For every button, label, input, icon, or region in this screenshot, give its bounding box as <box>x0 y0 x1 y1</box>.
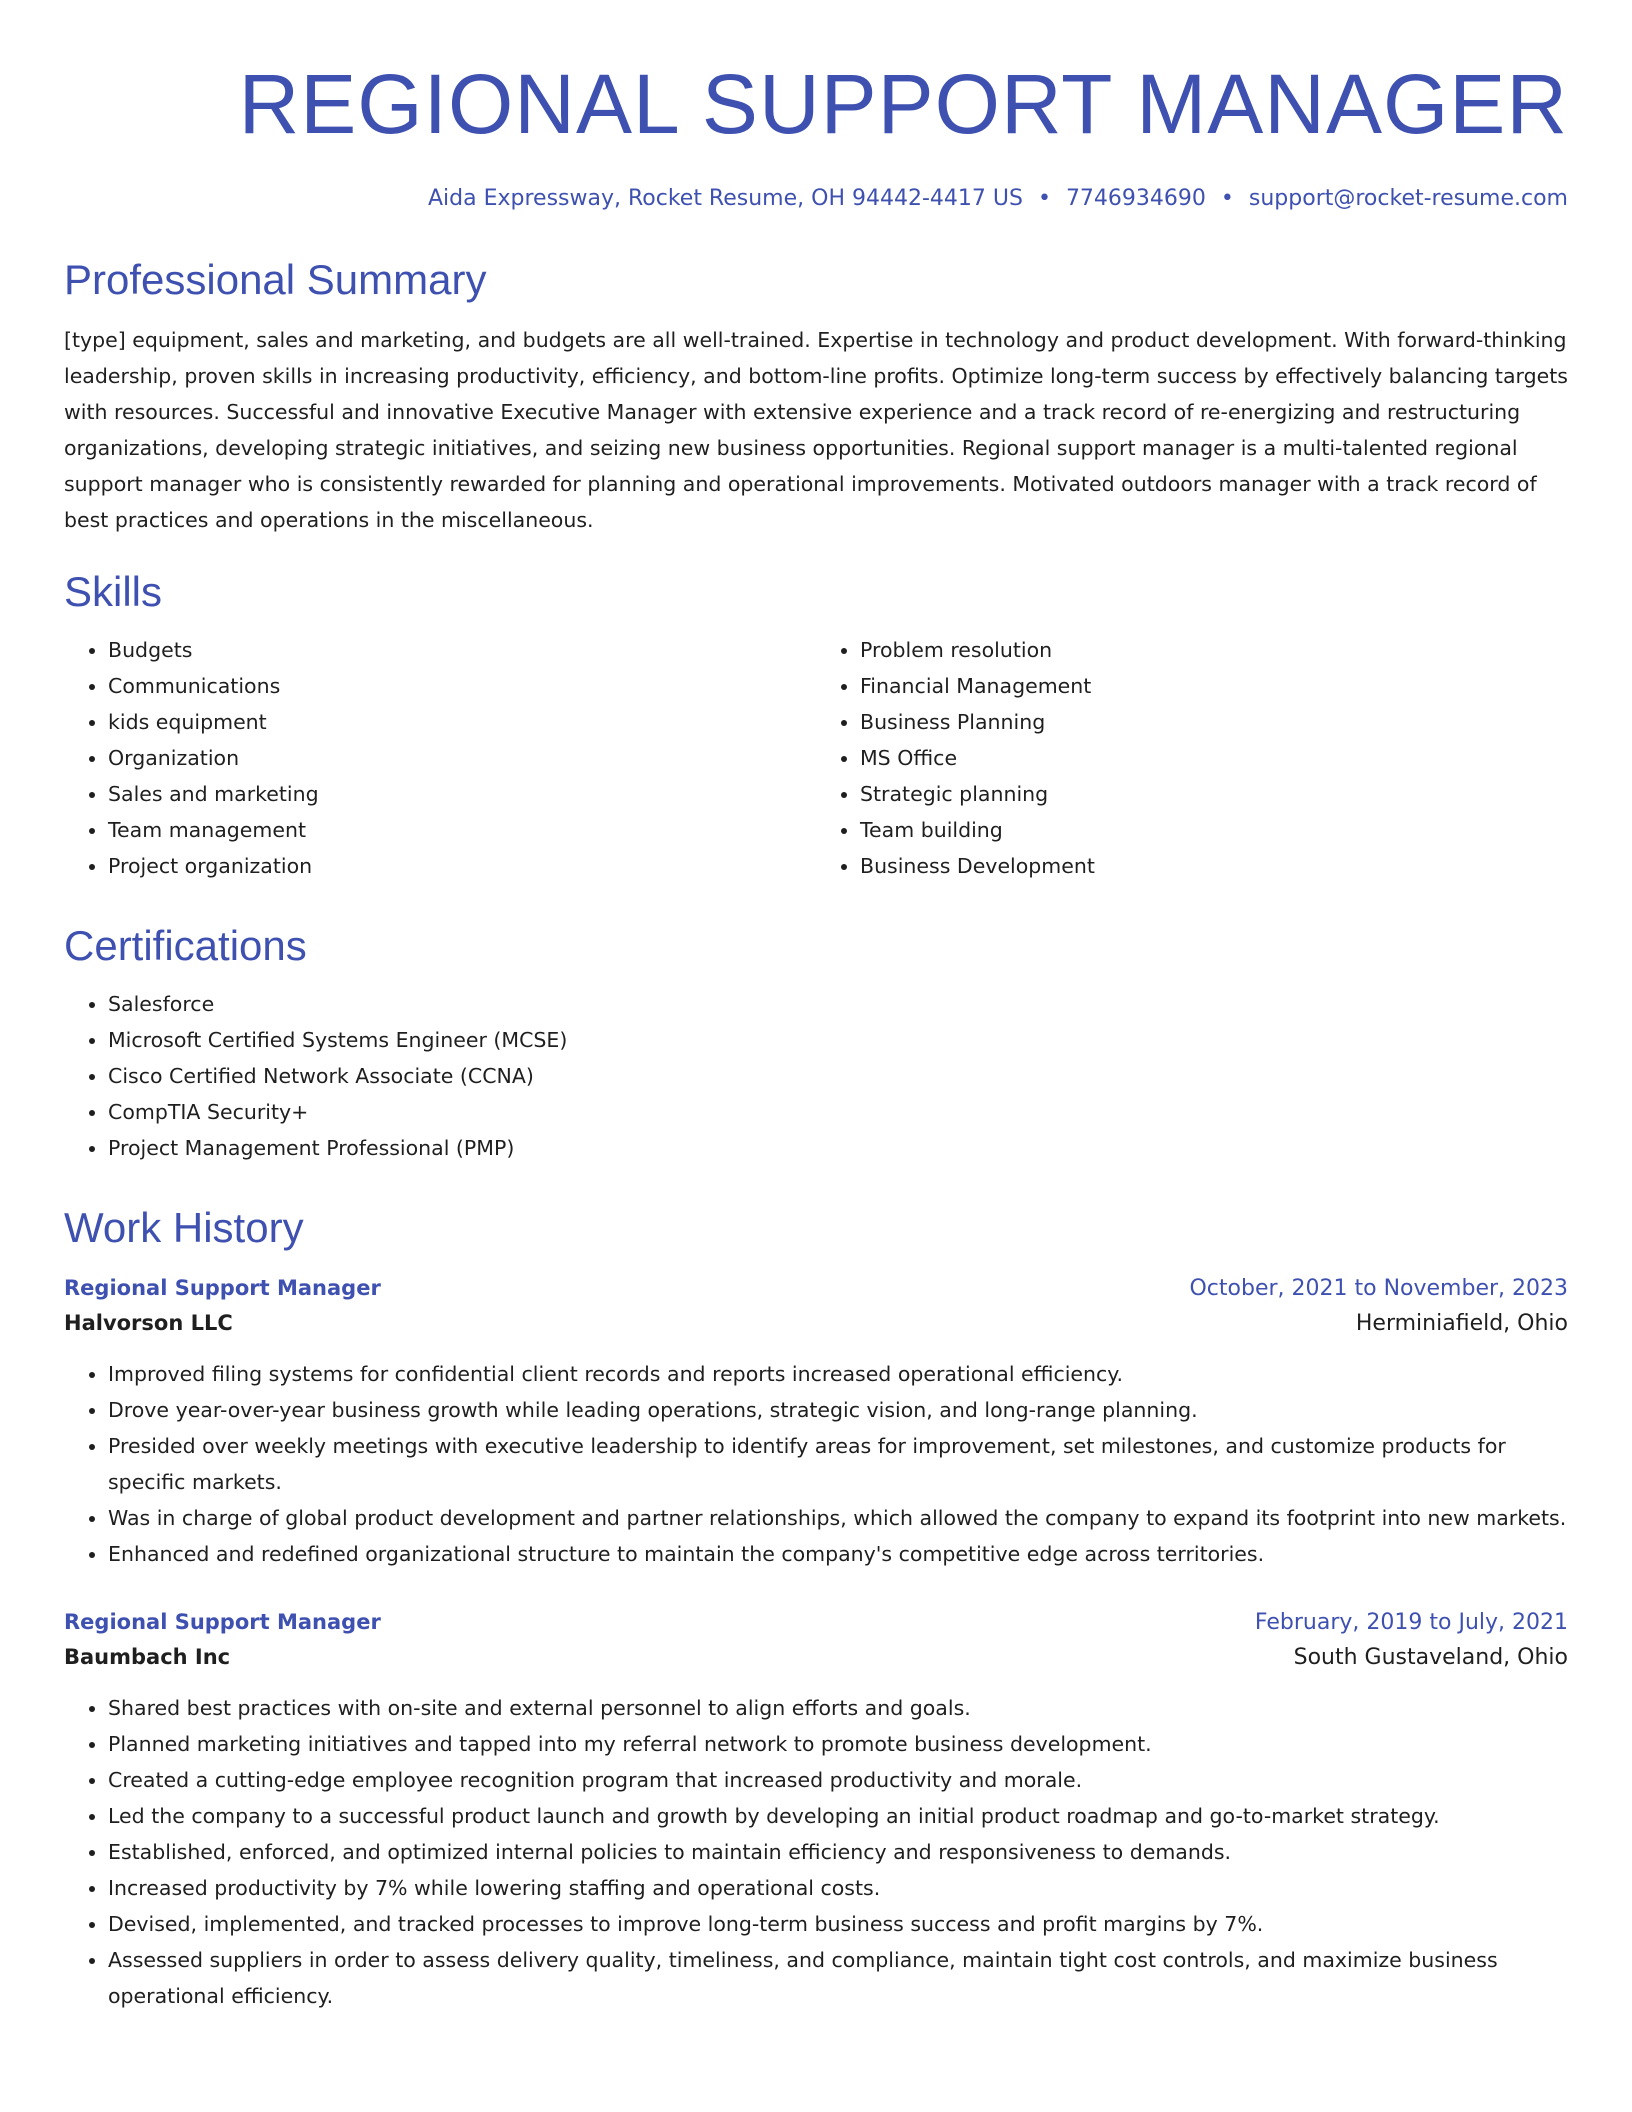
skills-list-right <box>816 632 1568 884</box>
job-bullet: • Drove year-over-year business growth while leading operations, strategic vision, and long-range planning. <box>108 1392 1568 1428</box>
job-bullet: • Established, enforced, and optimized internal policies to maintain efficiency and responsiveness to demands. <box>108 1834 1568 1870</box>
job-bullets <box>64 1356 1568 1572</box>
skill-item: • Strategic planning <box>860 776 1568 812</box>
job-bullet: • Led the company to a successful product launch and growth by developing an initial product roadmap and go-to-market strategy. <box>108 1798 1568 1834</box>
job-company-row <box>64 1305 1568 1342</box>
job-title-row <box>64 1272 1568 1305</box>
skill-item: • Communications <box>108 668 816 704</box>
job-bullet: • Improved filing systems for confidential client records and reports increased operational efficiency. <box>108 1356 1568 1392</box>
job-bullet: • Created a cutting-edge employee recognition program that increased productivity and morale. <box>108 1762 1568 1798</box>
job-entry <box>64 1272 1568 1572</box>
job-entry <box>64 1606 1568 2014</box>
job-bullet: • Enhanced and redefined organizational structure to maintain the company's competitive edge across territories. <box>108 1536 1568 1572</box>
skills-list-left <box>64 632 816 884</box>
skill-item: • Team building <box>860 812 1568 848</box>
job-bullet: • Shared best practices with on-site and external personnel to align efforts and goals. <box>108 1690 1568 1726</box>
job-company: Baumbach Inc <box>64 1645 231 1669</box>
skill-item: • Business Development <box>860 848 1568 884</box>
job-company: Halvorson LLC <box>64 1311 233 1335</box>
job-title: Regional Support Manager <box>64 1610 381 1634</box>
skills-heading: Skills <box>64 568 163 615</box>
job-company-row <box>64 1639 1568 1676</box>
certification-item: • Cisco Certified Network Associate (CCNA) <box>108 1058 1568 1094</box>
job-title: Regional Support Manager <box>64 1276 381 1300</box>
work-history-heading: Work History <box>64 1204 304 1251</box>
separator-dot: • <box>1220 186 1234 211</box>
job-dates: February, 2019 to July, 2021 <box>1254 1610 1568 1635</box>
contact-line <box>64 184 1568 214</box>
job-bullet: • Presided over weekly meetings with executive leadership to identify areas for improvement, set milestones, and customize products for specific markets. <box>108 1428 1568 1500</box>
skill-item: • MS Office <box>860 740 1568 776</box>
skills-columns <box>64 632 1568 884</box>
summary-text: [type] equipment, sales and marketing, and budgets are all well-trained. Expertise in technology and product development. With forward-thinking leadership, proven skills in increasing productivity, efficiency, and bottom-line profits. Optimize long-term success by effectively balancing targets with resources. Successful and innovative Executive Manager with extensive experience and a track record of re-energizing and restructuring organizations, developing strategic initiatives, and seizing new business opportunities. Regional support manager is a multi-talented regional support manager who is consistently rewarded for planning and operational improvements. Motivated outdoors manager with a track record of best practices and operations in the miscellaneous. <box>64 328 1568 532</box>
certifications-list <box>64 986 1568 1166</box>
job-location: South Gustaveland, Ohio <box>1293 1645 1568 1670</box>
job-dates: October, 2021 to November, 2023 <box>1189 1276 1568 1301</box>
job-location: Herminiafield, Ohio <box>1355 1311 1568 1336</box>
separator-dot: • <box>1037 186 1051 211</box>
resume-title: REGIONAL SUPPORT MANAGER <box>238 57 1568 151</box>
certification-item: • Salesforce <box>108 986 1568 1022</box>
skill-item: • Problem resolution <box>860 632 1568 668</box>
certification-item: • Project Management Professional (PMP) <box>108 1130 1568 1166</box>
skill-item: • Business Planning <box>860 704 1568 740</box>
job-bullet: • Devised, implemented, and tracked processes to improve long-term business success and profit margins by 7%. <box>108 1906 1568 1942</box>
summary-heading: Professional Summary <box>64 256 487 303</box>
skill-item: • Team management <box>108 812 816 848</box>
skill-item: • kids equipment <box>108 704 816 740</box>
job-bullet: • Was in charge of global product development and partner relationships, which allowed the company to expand its footprint into new markets. <box>108 1500 1568 1536</box>
skill-item: • Budgets <box>108 632 816 668</box>
address-text: Aida Expressway, Rocket Resume, OH 94442-4417 US <box>427 186 1023 211</box>
phone-text: 7746934690 <box>1065 186 1206 211</box>
certifications-heading: Certifications <box>64 922 307 969</box>
skill-item: • Financial Management <box>860 668 1568 704</box>
job-bullet: • Planned marketing initiatives and tapped into my referral network to promote business development. <box>108 1726 1568 1762</box>
certification-item: • CompTIA Security+ <box>108 1094 1568 1130</box>
skill-item: • Organization <box>108 740 816 776</box>
job-bullets <box>64 1690 1568 2014</box>
certification-item: • Microsoft Certified Systems Engineer (MCSE) <box>108 1022 1568 1058</box>
email-link[interactable]: support@rocket-resume.com <box>1248 186 1568 211</box>
job-bullet: • Assessed suppliers in order to assess delivery quality, timeliness, and compliance, maintain tight cost controls, and maximize business operational efficiency. <box>108 1942 1568 2014</box>
job-bullet: • Increased productivity by 7% while lowering staffing and operational costs. <box>108 1870 1568 1906</box>
skill-item: • Project organization <box>108 848 816 884</box>
job-title-row <box>64 1606 1568 1639</box>
skill-item: • Sales and marketing <box>108 776 816 812</box>
